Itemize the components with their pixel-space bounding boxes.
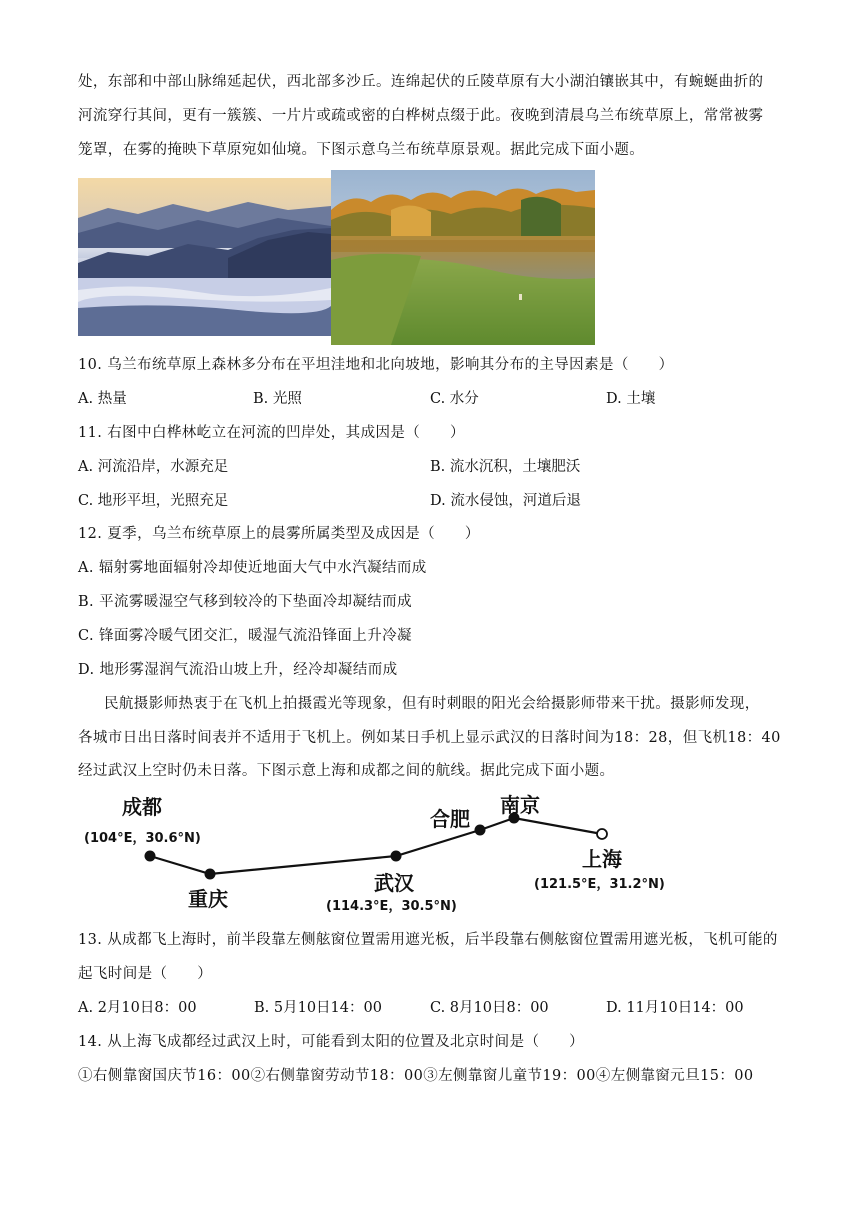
wuhan-dot bbox=[391, 851, 402, 862]
q10-option-b[interactable]: B. 光照 bbox=[253, 391, 302, 407]
wuhan-label: 武汉 bbox=[374, 871, 414, 895]
chengdu-dot bbox=[145, 851, 156, 862]
q10-option-c[interactable]: C. 水分 bbox=[430, 391, 479, 407]
question-10-stem: 10. 乌兰布统草原上森林多分布在平坦洼地和北向坡地，影响其分布的主导因素是（ ） bbox=[78, 357, 674, 373]
q11-option-a[interactable]: A. 河流沿岸，水源充足 bbox=[78, 459, 229, 475]
q11-option-d[interactable]: D. 流水侵蚀，河道后退 bbox=[430, 493, 581, 509]
shanghai-label: 上海 bbox=[582, 847, 622, 871]
q10-option-a[interactable]: A. 热量 bbox=[78, 391, 127, 407]
q11-option-c[interactable]: C. 地形平坦，光照充足 bbox=[78, 493, 229, 509]
q10-option-d[interactable]: D. 土壤 bbox=[606, 391, 656, 407]
nanjing-label: 南京 bbox=[500, 793, 540, 817]
question-11-stem: 11. 右图中白桦林屹立在河流的凹岸处，其成因是（ ） bbox=[78, 425, 465, 441]
birch-river-photo bbox=[331, 170, 595, 345]
intro-line-1: 处，东部和中部山脉绵延起伏，西北部多沙丘。连绵起伏的丘陵草原有大小湖泊镶嵌其中，有蜿蜒曲折的 bbox=[78, 74, 764, 90]
chongqing-label: 重庆 bbox=[188, 887, 228, 911]
hefei-dot bbox=[475, 825, 486, 836]
chongqing-dot bbox=[205, 869, 216, 880]
shanghai-dot bbox=[597, 829, 607, 839]
passage2-line-2: 各城市日出日落时间表并不适用于飞机上。例如某日手机上显示武汉的日落时间为18：28，但飞机18：40 bbox=[78, 730, 781, 746]
q12-option-d[interactable]: D. 地形雾湿润气流沿山坡上升，经冷却凝结而成 bbox=[78, 662, 398, 678]
hefei-label: 合肥 bbox=[430, 807, 470, 831]
q12-option-c[interactable]: C. 锋面雾冷暖气团交汇，暖湿气流沿锋面上升冷凝 bbox=[78, 628, 412, 644]
flight-route-line bbox=[150, 818, 602, 874]
flight-route-map bbox=[78, 790, 698, 920]
chengdu-label: 成都 bbox=[122, 795, 162, 819]
wuhan-coord: (114.3°E，30.5°N) bbox=[326, 899, 457, 914]
chengdu-coord: (104°E，30.6°N) bbox=[84, 831, 201, 846]
q13-option-a[interactable]: A. 2月10日8：00 bbox=[78, 1000, 197, 1016]
question-12-stem: 12. 夏季，乌兰布统草原上的晨雾所属类型及成因是（ ） bbox=[78, 526, 480, 542]
q12-option-b[interactable]: B. 平流雾暖湿空气移到较冷的下垫面冷却凝结而成 bbox=[78, 594, 412, 610]
q12-option-a[interactable]: A. 辐射雾地面辐射冷却使近地面大气中水汽凝结而成 bbox=[78, 560, 427, 576]
q13-option-b[interactable]: B. 5月10日14：00 bbox=[254, 1000, 382, 1016]
question-13-stem-line-2: 起飞时间是（ ） bbox=[78, 966, 213, 982]
q13-option-d[interactable]: D. 11月10日14：00 bbox=[606, 1000, 744, 1016]
foggy-grassland-photo bbox=[78, 178, 331, 336]
q11-option-b[interactable]: B. 流水沉积，土壤肥沃 bbox=[430, 459, 581, 475]
question-14-stem: 14. 从上海飞成都经过武汉上时，可能看到太阳的位置及北京时间是（ ） bbox=[78, 1034, 585, 1050]
intro-line-3: 笼罩，在雾的掩映下草原宛如仙境。下图示意乌兰布统草原景观。据此完成下面小题。 bbox=[78, 142, 645, 158]
question-14-choices: ①右侧靠窗国庆节16：00②右侧靠窗劳动节18：00③左侧靠窗儿童节19：00④左侧靠窗元旦15：00 bbox=[78, 1068, 754, 1084]
q13-option-c[interactable]: C. 8月10日8：00 bbox=[430, 1000, 549, 1016]
question-13-stem-line-1: 13. 从成都飞上海时，前半段靠左侧舷窗位置需用遮光板，后半段靠右侧舷窗位置需用遮光板，飞机可能的 bbox=[78, 932, 778, 948]
intro-line-2: 河流穿行其间，更有一簇簇、一片片或疏或密的白桦树点缀于此。夜晚到清晨乌兰布统草原上，常常被雾 bbox=[78, 108, 764, 124]
passage2-line-1: 民航摄影师热衷于在飞机上拍摄霞光等现象，但有时刺眼的阳光会给摄影师带来干扰。摄影师发现， bbox=[104, 696, 760, 712]
shanghai-coord: (121.5°E，31.2°N) bbox=[534, 877, 665, 892]
passage2-line-3: 经过武汉上空时仍未日落。下图示意上海和成都之间的航线。据此完成下面小题。 bbox=[78, 763, 615, 779]
